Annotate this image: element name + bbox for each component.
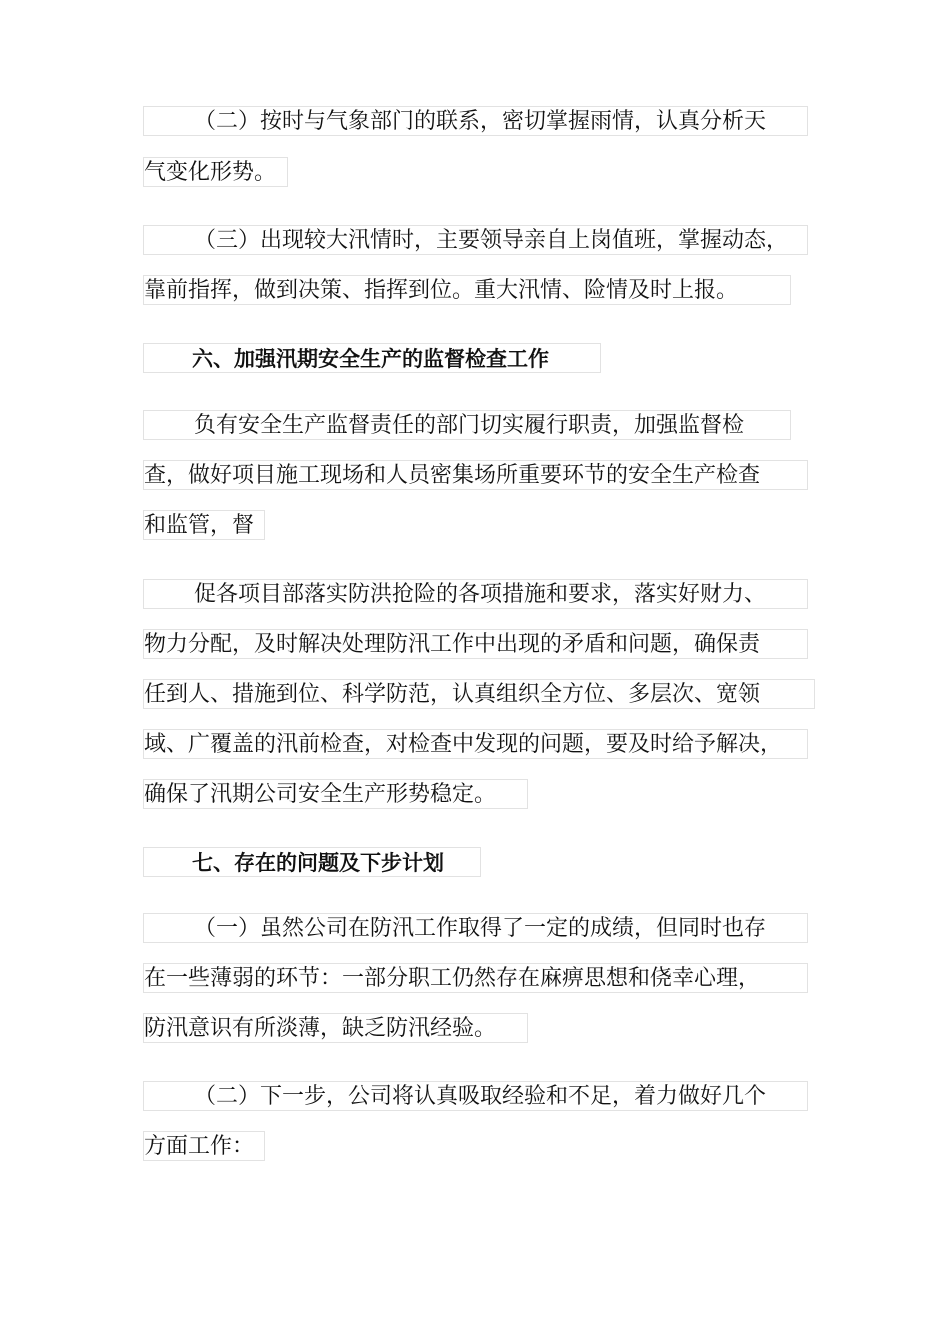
paragraph-line: （二）按时与气象部门的联系，密切掌握雨情，认真分析天 xyxy=(143,106,808,136)
paragraph-line: 靠前指挥，做到决策、指挥到位。重大汛情、险情及时上报。 xyxy=(143,275,791,305)
paragraph-line: 确保了汛期公司安全生产形势稳定。 xyxy=(143,779,528,809)
paragraph-line: 查，做好项目施工现场和人员密集场所重要环节的安全生产检查 xyxy=(143,460,808,490)
paragraph-line: （二）下一步，公司将认真吸取经验和不足，着力做好几个 xyxy=(143,1081,808,1111)
paragraph-line: 在一些薄弱的环节：一部分职工仍然存在麻痹思想和侥幸心理， xyxy=(143,963,808,993)
paragraph-line: 气变化形势。 xyxy=(143,157,288,187)
paragraph-line: 促各项目部落实防洪抢险的各项措施和要求，落实好财力、 xyxy=(143,579,808,609)
paragraph-line: （三）出现较大汛情时，主要领导亲自上岗值班，掌握动态， xyxy=(143,225,808,255)
paragraph-line: 方面工作： xyxy=(143,1131,265,1161)
paragraph-line: 物力分配，及时解决处理防汛工作中出现的矛盾和问题，确保责 xyxy=(143,629,808,659)
paragraph-line: 任到人、措施到位、科学防范，认真组织全方位、多层次、宽领 xyxy=(143,679,815,709)
paragraph-line: 和监管，督 xyxy=(143,510,265,540)
paragraph-line: 负有安全生产监督责任的部门切实履行职责，加强监督检 xyxy=(143,410,791,440)
paragraph-line: 域、广覆盖的汛前检查，对检查中发现的问题，要及时给予解决， xyxy=(143,729,808,759)
paragraph-line: （一）虽然公司在防汛工作取得了一定的成绩，但同时也存 xyxy=(143,913,808,943)
paragraph-line: 防汛意识有所淡薄，缺乏防汛经验。 xyxy=(143,1013,528,1043)
section-heading: 七、存在的问题及下步计划 xyxy=(143,847,481,877)
section-heading: 六、加强汛期安全生产的监督检查工作 xyxy=(143,343,601,373)
